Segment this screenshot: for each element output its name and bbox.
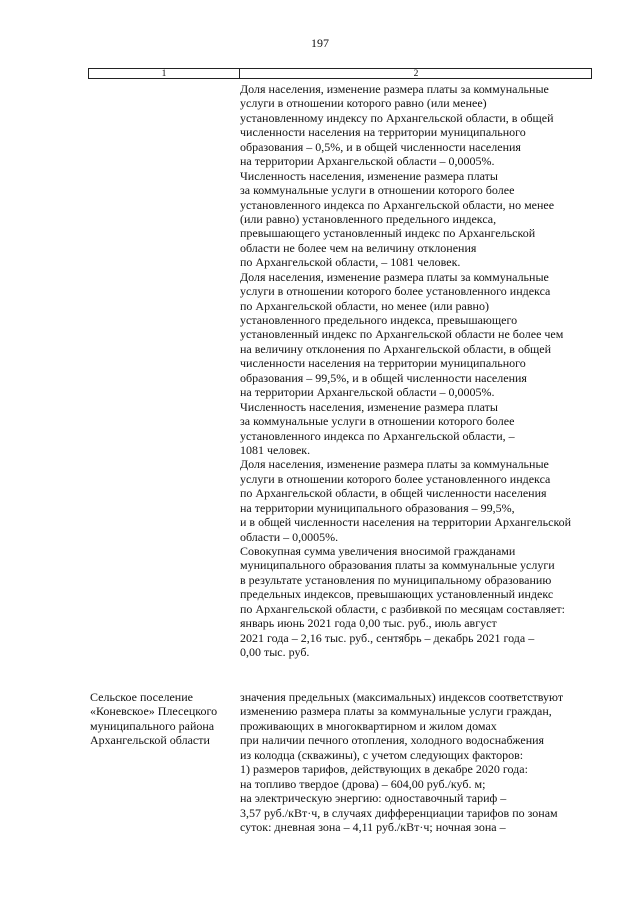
text-line: Архангельской области (90, 733, 210, 748)
text-line: численности населения на территории муниципального (240, 356, 526, 371)
text-line: на территории муниципального образования – 99,5%, (240, 500, 515, 515)
text-line: 1081 человек. (240, 442, 311, 457)
table-column-header-row (88, 68, 592, 79)
text-line: установленного предельного индекса, превышающего (240, 313, 518, 327)
text-line: изменению размера платы за коммунальные услуги граждан, (240, 704, 552, 719)
text-line: и в общей численности населения на территории Архангельской (240, 515, 572, 530)
municipality-name-cell (90, 690, 217, 748)
text-line: за коммунальные услуги в отношении которого более (240, 183, 515, 198)
column-2-header: 2 (239, 69, 592, 78)
text-line: установленному индексу по Архангельской области, в общей (240, 110, 554, 125)
text-line: на территории Архангельской области – 0,0005%. (240, 385, 495, 400)
text-line: из колодца (скважины), с учетом следующих факторов: (240, 747, 524, 762)
text-line: Доля населения, изменение размера платы за коммунальные (240, 82, 549, 96)
text-line: Доля населения, изменение размера платы за коммунальные (240, 457, 549, 472)
text-line: по Архангельской области, но менее (или равно) (240, 298, 489, 313)
text-line: области – 0,0005%. (240, 529, 339, 544)
text-line: при наличии печного отопления, холодного водоснабжения (240, 733, 545, 748)
text-line: Совокупная сумма увеличения вносимой гражданами (240, 544, 516, 558)
text-line: образования – 0,5%, и в общей численности населения (240, 139, 521, 154)
text-line: на топливо твердое (дрова) – 604,00 руб./куб. м; (240, 776, 486, 791)
text-line: за коммунальные услуги в отношении которого более (240, 414, 515, 429)
text-line: проживающих в многоквартирном и жилом домах (240, 718, 497, 733)
page-number: 197 (311, 36, 329, 50)
text-line: Сельское поселение (90, 690, 193, 704)
text-line: муниципального района (90, 718, 215, 733)
text-line: муниципального образования платы за коммунальные услуги (240, 558, 555, 573)
column-1-header: 1 (161, 69, 167, 79)
text-line: значения предельных (максимальных) индексов соответствуют (240, 690, 564, 704)
text-line: 2021 года – 2,16 тыс. руб., сентябрь – декабрь 2021 года – (240, 630, 535, 645)
text-line: на электрическую энергию: одноставочный тариф – (240, 791, 507, 806)
text-line: установленный индекс по Архангельской области не более чем (240, 327, 564, 342)
text-line: Численность населения, изменение размера платы (240, 399, 498, 414)
text-line: 3,57 руб./кВт·ч, в случаях дифференциации тарифов по зонам (240, 805, 558, 820)
text-line: Численность населения, изменение размера платы (240, 168, 498, 183)
text-line: установленного индекса по Архангельской области, но менее (240, 197, 555, 212)
text-line: Доля населения, изменение размера платы за коммунальные (240, 269, 549, 284)
text-line: суток: дневная зона – 4,11 руб./кВт·ч; ночная зона – (240, 819, 506, 834)
text-line: на величину отклонения по Архангельской области, в общей (240, 341, 552, 356)
text-line: по Архангельской области, в общей численности населения (240, 486, 547, 501)
text-line: по Архангельской области, с разбивкой по месяцам составляет: (240, 601, 565, 616)
text-line: в результате установления по муниципальному образованию (240, 572, 552, 587)
text-line: образования – 99,5%, и в общей численности населения (240, 370, 527, 385)
text-line: 1) размеров тарифов, действующих в декабре 2020 года: (240, 762, 528, 777)
text-line: (или равно) установленного предельного индекса, (240, 211, 497, 226)
text-line: услуги в отношении которого равно (или менее) (240, 96, 487, 111)
text-line: предельных индексов, превышающих установленный индекс (240, 587, 554, 602)
upper-cell-text (240, 82, 571, 660)
text-line: услуги в отношении которого более установленного индекса (240, 284, 551, 299)
text-line: области не более чем на величину отклонения (240, 240, 477, 255)
text-line: по Архангельской области, – 1081 человек. (240, 255, 461, 270)
text-line: превышающего установленный индекс по Архангельской (240, 226, 536, 241)
text-line: «Коневское» Плесецкого (90, 704, 218, 719)
text-line: услуги в отношении которого более установленного индекса (240, 471, 551, 486)
text-line: численности населения на территории муниципального (240, 125, 526, 140)
text-line: январь июнь 2021 года 0,00 тыс. руб., июль август (240, 616, 497, 631)
text-line: 0,00 тыс. руб. (240, 645, 310, 660)
text-line: установленного индекса по Архангельской области, – (240, 428, 515, 443)
lower-cell-text (240, 690, 563, 834)
text-line: на территории Архангельской области – 0,0005%. (240, 154, 495, 169)
